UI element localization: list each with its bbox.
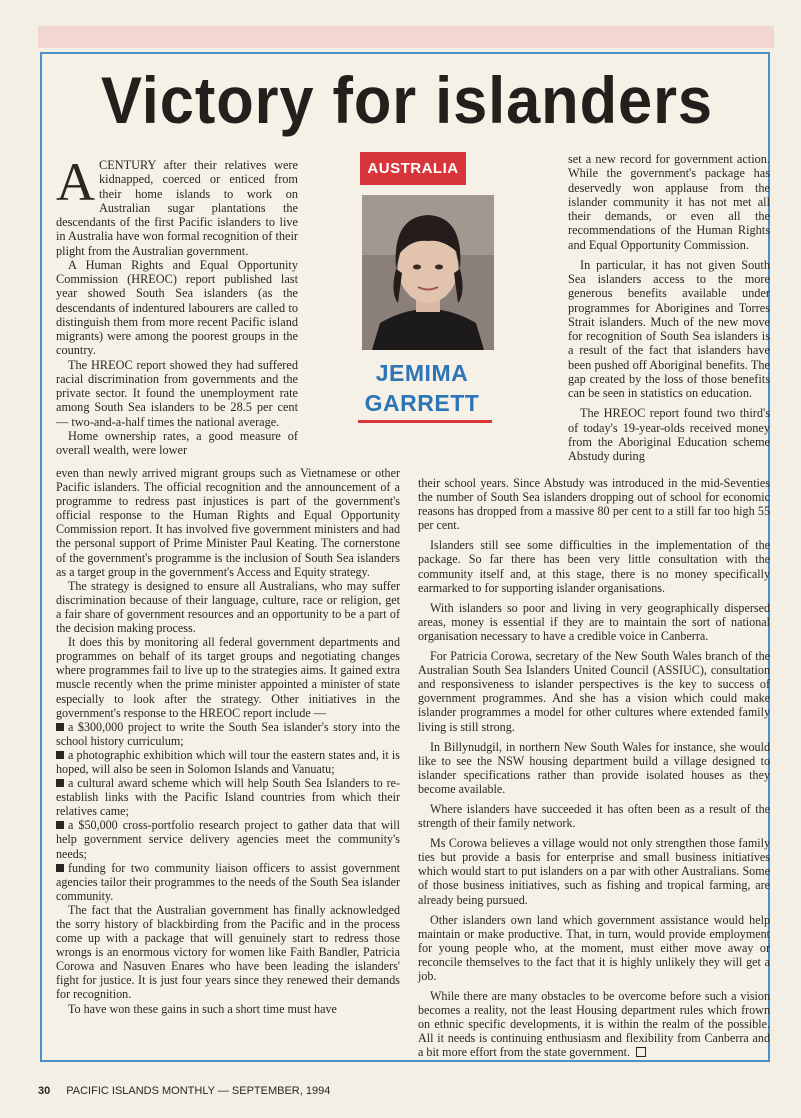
right-column [568,152,770,463]
paragraph: A Human Rights and Equal Opportunity Commission (HREOC) report published last year showed South Sea islanders (as the descendants of indentured labourers are called to distinguish them from more recent Pacific island migrants) were among the poorest groups in the country. [56,257,298,358]
paragraph: Other islanders own land which government assistance would help maintain or make productive. That, in turn, would provide employment for young people who, at the moment, must either move away or reconcile themselves to the fact that it is highly unlikely they will get a job. [418,912,770,983]
paragraph: The fact that the Australian government has finally acknowledged the sorry history of blackbirding from the Pacific and in the process come up with a package that will genuinely start to redress those wrongs is an enormous victory for women like Faith Bandler, Patricia Corowa and Nasuven Enares who have been leading the islanders' fight for justice. It is just four years since they renewed their demands for recognition. [56,902,400,1002]
end-mark-icon [636,1047,646,1057]
top-color-band [38,26,774,48]
bullet-icon [56,779,64,787]
paragraph: The HREOC report showed they had suffered racial discrimination from governments and the private sector. It found the unemployment rate among South Sea islanders to be 28.5 per cent — two-and-a-half times the national average. [56,357,298,429]
author-first-name: JEMIMA [375,360,469,386]
bullet-item: a cultural award scheme which will help South Sea Islanders to re-establish links with the Pacific Island countries from which their relatives came; [56,776,400,819]
bullet-icon [56,821,64,829]
paragraph: The HREOC report found two third's of today's 19-year-olds received money from the Aboriginal Education scheme Abstudy during [568,406,770,463]
lower-left-column [56,466,400,1016]
drop-cap: A [56,152,95,212]
bullet-item: a photographic exhibition which will tour the eastern states and, it is hoped, will also be seen in Solomon Islands and Vanuatu; [56,747,400,776]
lead-paragraph: ACENTURY after their relatives were kidnapped, coerced or enticed from their home islands to work on Australian sugar plantations the descendants of the first Pacific islanders to live in Australia have won formal recognition of their plight from the Australian government. [56,152,298,258]
bullet-item: a $50,000 cross-portfolio research project to gather data that will help government service delivery agencies meet the community's needs; [56,818,400,861]
left-column [56,152,298,457]
author-underline [358,420,492,423]
paragraph: With islanders so poor and living in very geographically dispersed areas, money is essential if they are to maintain the sort of national organisation necessary to have a credible voice in Canberra. [418,600,770,643]
paragraph: For Patricia Corowa, secretary of the New South Wales branch of the Australian South Sea Islanders United Council (ASSIUC), consultation and responsiveness to islander perspectives is the key to success of government programmes. And she has a vision which could make islander programmes a model for other cultures where extended family living is still strong. [418,649,770,734]
paragraph: set a new record for government action. While the government's package has deservedly won applause from the islander community it has not met all their demands, or even all the recommendations of the Human Rights and Equal Opportunity Commission. [568,152,770,252]
lower-right-column [418,476,770,1066]
paragraph: even than newly arrived migrant groups such as Vietnamese or other Pacific islanders. The official recognition and the announcement of a programme to redress past injustices is part of the government's official response to the Human Rights and Equal Opportunity Commission report. It has involved five government ministers and had the personal support of Prime Minister Paul Keating. The cornerstone of the government's programme is the inclusion of South Sea islanders as a target group in the government's Access and Equity strategy. [56,466,400,579]
article-frame [40,52,770,1062]
author-photo [362,195,494,350]
publication-line: PACIFIC ISLANDS MONTHLY — SEPTEMBER, 1994 [66,1085,331,1097]
paragraph: Islanders still see some difficulties in the implementation of the package. So far there has been very little consultation with the community itself and, at this stage, there is no money specifically earmarked to for supporting islander organisations. [418,538,770,595]
paragraph: In Billynudgil, in northern New South Wales for instance, she would like to see the NSW housing department build a village designed to islander specifications rather than provide isolated houses as they become available. [418,739,770,796]
section-badge: AUSTRALIA [360,152,466,185]
headline: Victory for islanders [101,63,713,137]
author-name [342,358,502,418]
paragraph: In particular, it has not given South Sea islanders access to the more generous benefits available under programmes for Aborigines and Torres Strait islanders. Much of the new move for recognition of South Sea islanders is a result of the fact that islanders have been pushed off Aboriginal benefits. The gap created by the loss of those benefits can be seen in statistics on education. [568,257,770,400]
paragraph: Where islanders have succeeded it has often been as a result of the strength of their family network. [418,801,770,831]
page-footer [38,1085,330,1097]
bullet-icon [56,864,64,872]
final-paragraph: While there are many obstacles to be overcome before such a vision becomes a reality, not the least Housing department rules which frown on ethnic specific developments, it is within the realm of the possible. All it needs is continuing enthusiasm and flexibility from Canberra and a bit more effort from the state government. [418,989,770,1060]
author-last-name: GARRETT [364,390,480,416]
paragraph: To have won these gains in such a short time must have [68,1001,337,1016]
bullet-item: a $300,000 project to write the South Sea islander's story into the school history curriculum; [56,719,400,748]
paragraph: their school years. Since Abstudy was introduced in the mid-Seventies the number of South Sea islanders dropping out of school for economic reasons has dropped from a massive 80 per cent to a still far too high 55 per cent. [418,476,770,533]
bullet-item: funding for two community liaison officers to assist government agencies tailor their programmes to the needs of the South Sea islander community. [56,860,400,903]
paragraph: Home ownership rates, a good measure of overall wealth, were lower [56,428,298,457]
bullet-icon [56,751,64,759]
paragraph: Ms Corowa believes a village would not only strengthen those family ties but provide a basis for enterprise and small business initiatives which would start to put islanders on a par with other Australians. Some of those business initiatives, such as fishing and tropical farming, are already being pursued. [418,836,770,907]
paragraph: The strategy is designed to ensure all Australians, who may suffer discrimination because of their language, culture, race or religion, get a fair share of government resources and an opportunity to be a part of the decision making process. [56,578,400,636]
bullet-icon [56,723,64,731]
paragraph: It does this by monitoring all federal government departments and programmes on behalf of its target groups and negotiating changes where programmes fail to live up to the strategies aims. It gained extra muscle recently when the prime minister appointed a minister of state especially to look after the strategy. Other initiatives in the government's response to the HREOC report include — [56,635,400,720]
page-number: 30 [38,1085,51,1097]
